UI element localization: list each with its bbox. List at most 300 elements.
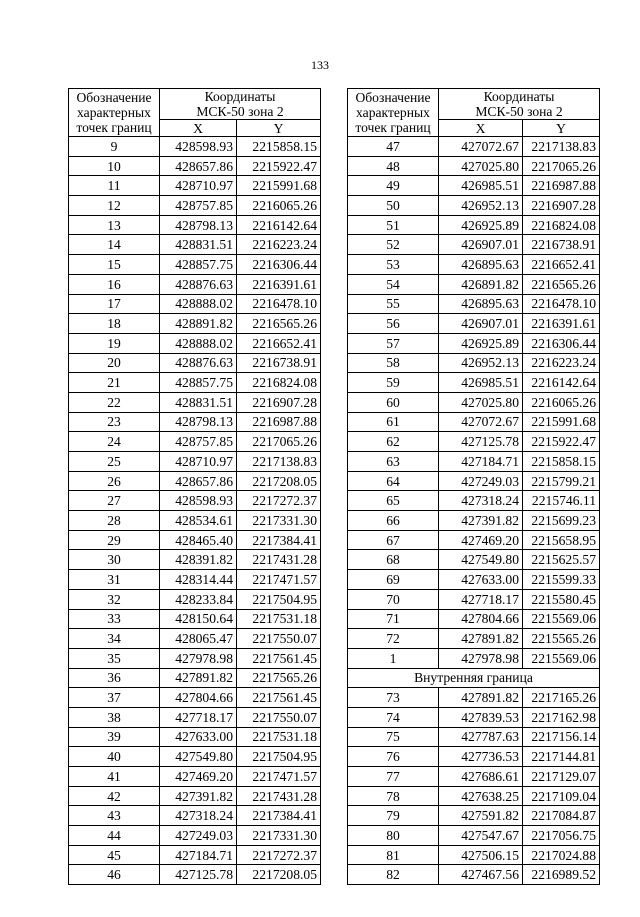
table-row	[348, 648, 600, 668]
coord-y: 2215991.68	[523, 412, 600, 432]
table-row	[69, 215, 321, 235]
section-label: Внутренняя граница	[348, 668, 600, 688]
coord-x: 427469.20	[160, 767, 237, 787]
table-row	[348, 550, 600, 570]
coord-y: 2217331.30	[237, 511, 321, 531]
coord-y: 2217162.98	[523, 707, 600, 727]
point-number: 12	[69, 196, 160, 216]
coord-y: 2217471.57	[237, 570, 321, 590]
coord-x: 428710.97	[160, 452, 237, 472]
table-row	[348, 747, 600, 767]
coord-x: 428891.82	[160, 314, 237, 334]
table-row	[348, 235, 600, 255]
coord-y: 2217565.26	[237, 668, 321, 688]
table-row	[348, 570, 600, 590]
table-row	[348, 137, 600, 157]
coord-x: 428831.51	[160, 235, 237, 255]
coord-y: 2217272.37	[237, 845, 321, 865]
header-point-label: Обозначение характерных точек границ	[69, 89, 160, 137]
point-number: 24	[69, 432, 160, 452]
coord-x: 428876.63	[160, 274, 237, 294]
coord-x: 426925.89	[439, 333, 523, 353]
point-number: 45	[69, 845, 160, 865]
point-number: 49	[348, 176, 439, 196]
point-number: 37	[69, 688, 160, 708]
coord-y: 2215991.68	[237, 176, 321, 196]
table-row	[69, 707, 321, 727]
point-number: 29	[69, 530, 160, 550]
table-row	[69, 826, 321, 846]
point-number: 69	[348, 570, 439, 590]
coord-y: 2216065.26	[523, 392, 600, 412]
coord-x: 427549.80	[439, 550, 523, 570]
coord-x: 427025.80	[439, 392, 523, 412]
coord-x: 427469.20	[439, 530, 523, 550]
coord-y: 2216987.88	[523, 176, 600, 196]
point-number: 16	[69, 274, 160, 294]
header-coords-label: Координаты МСК-50 зона 2	[439, 89, 600, 120]
point-number: 34	[69, 629, 160, 649]
coord-y: 2215922.47	[237, 156, 321, 176]
coord-y: 2215599.33	[523, 570, 600, 590]
point-number: 46	[69, 865, 160, 885]
coord-y: 2215580.45	[523, 589, 600, 609]
coord-x: 427891.82	[160, 668, 237, 688]
point-number: 55	[348, 294, 439, 314]
table-row	[69, 294, 321, 314]
table-row	[348, 589, 600, 609]
coord-x: 427249.03	[160, 826, 237, 846]
coordinates-table-right	[347, 88, 600, 885]
point-number: 66	[348, 511, 439, 531]
point-number: 50	[348, 196, 439, 216]
coord-x: 427072.67	[439, 137, 523, 157]
coord-y: 2217065.26	[523, 156, 600, 176]
coord-y: 2217471.57	[237, 767, 321, 787]
table-row	[348, 196, 600, 216]
point-number: 38	[69, 707, 160, 727]
point-number: 18	[69, 314, 160, 334]
coord-y: 2217065.26	[237, 432, 321, 452]
table-row	[69, 137, 321, 157]
table-row	[348, 353, 600, 373]
coord-y: 2217165.26	[523, 688, 600, 708]
coord-x: 427978.98	[160, 648, 237, 668]
coord-y: 2216824.08	[523, 215, 600, 235]
coord-y: 2217550.07	[237, 707, 321, 727]
point-number: 62	[348, 432, 439, 452]
coord-y: 2215858.15	[523, 452, 600, 472]
table-row	[348, 786, 600, 806]
table-row	[69, 589, 321, 609]
coord-y: 2216065.26	[237, 196, 321, 216]
coord-x: 427633.00	[160, 727, 237, 747]
coord-y: 2217084.87	[523, 806, 600, 826]
coord-y: 2216142.64	[237, 215, 321, 235]
table-row	[348, 609, 600, 629]
table-row	[69, 432, 321, 452]
header-y: Y	[237, 120, 321, 137]
coord-x: 428598.93	[160, 137, 237, 157]
coord-y: 2217331.30	[237, 826, 321, 846]
coord-y: 2215569.06	[523, 648, 600, 668]
table-row	[348, 176, 600, 196]
coord-x: 427467.56	[439, 865, 523, 885]
coordinates-table-left	[68, 88, 321, 885]
point-number: 54	[348, 274, 439, 294]
table-row	[69, 353, 321, 373]
coord-y: 2216738.91	[523, 235, 600, 255]
table-row	[69, 530, 321, 550]
coord-x: 428757.85	[160, 196, 237, 216]
table-row	[69, 727, 321, 747]
point-number: 65	[348, 491, 439, 511]
coord-y: 2217431.28	[237, 550, 321, 570]
coord-x: 428888.02	[160, 294, 237, 314]
point-number: 73	[348, 688, 439, 708]
point-number: 40	[69, 747, 160, 767]
coord-y: 2216652.41	[237, 333, 321, 353]
coord-y: 2217531.18	[237, 727, 321, 747]
point-number: 32	[69, 589, 160, 609]
table-row	[69, 491, 321, 511]
table-row	[69, 176, 321, 196]
point-number: 43	[69, 806, 160, 826]
coord-x: 427891.82	[439, 629, 523, 649]
point-number: 22	[69, 392, 160, 412]
coord-y: 2217208.05	[237, 865, 321, 885]
table-row	[69, 668, 321, 688]
coord-x: 427547.67	[439, 826, 523, 846]
coord-x: 427686.61	[439, 767, 523, 787]
table-row	[348, 274, 600, 294]
header-x: X	[439, 120, 523, 137]
coord-y: 2215699.23	[523, 511, 600, 531]
table-row	[69, 452, 321, 472]
table-row	[69, 255, 321, 275]
point-number: 28	[69, 511, 160, 531]
table-row	[348, 294, 600, 314]
coord-x: 427391.82	[160, 786, 237, 806]
coord-y: 2217138.83	[523, 137, 600, 157]
coord-x: 427249.03	[439, 471, 523, 491]
point-number: 72	[348, 629, 439, 649]
table-row	[69, 865, 321, 885]
table-row	[348, 530, 600, 550]
coord-x: 427787.63	[439, 727, 523, 747]
coord-x: 428888.02	[160, 333, 237, 353]
coord-y: 2216306.44	[237, 255, 321, 275]
table-row	[69, 471, 321, 491]
table-row	[69, 629, 321, 649]
coord-y: 2216907.28	[523, 196, 600, 216]
coord-x: 427506.15	[439, 845, 523, 865]
section-row	[348, 668, 600, 688]
coord-y: 2216738.91	[237, 353, 321, 373]
table-row	[69, 412, 321, 432]
table-row	[348, 511, 600, 531]
coord-y: 2215746.11	[523, 491, 600, 511]
coord-y: 2217272.37	[237, 491, 321, 511]
table-row	[69, 845, 321, 865]
table-row	[69, 786, 321, 806]
coord-y: 2217531.18	[237, 609, 321, 629]
point-number: 68	[348, 550, 439, 570]
table-row	[69, 333, 321, 353]
coord-y: 2215625.57	[523, 550, 600, 570]
point-number: 75	[348, 727, 439, 747]
point-number: 15	[69, 255, 160, 275]
coord-y: 2216824.08	[237, 373, 321, 393]
page-number: 133	[311, 58, 329, 72]
coord-y: 2217561.45	[237, 648, 321, 668]
table-row	[348, 727, 600, 747]
coord-y: 2216142.64	[523, 373, 600, 393]
table-row	[69, 314, 321, 334]
coord-x: 427125.78	[160, 865, 237, 885]
table-row	[69, 274, 321, 294]
header-point-label: Обозначение характерных точек границ	[348, 89, 439, 137]
coord-y: 2217384.41	[237, 806, 321, 826]
table-row	[69, 570, 321, 590]
table-row	[69, 235, 321, 255]
coord-y: 2216223.24	[523, 353, 600, 373]
coord-y: 2216478.10	[523, 294, 600, 314]
table-row	[69, 806, 321, 826]
point-number: 77	[348, 767, 439, 787]
point-number: 76	[348, 747, 439, 767]
table-row	[348, 865, 600, 885]
point-number: 33	[69, 609, 160, 629]
coord-x: 426895.63	[439, 255, 523, 275]
point-number: 70	[348, 589, 439, 609]
point-number: 67	[348, 530, 439, 550]
coord-y: 2216391.61	[523, 314, 600, 334]
coord-x: 427839.53	[439, 707, 523, 727]
coord-x: 426907.01	[439, 314, 523, 334]
table-row	[348, 392, 600, 412]
coord-x: 427549.80	[160, 747, 237, 767]
coord-y: 2215658.95	[523, 530, 600, 550]
point-number: 14	[69, 235, 160, 255]
point-number: 59	[348, 373, 439, 393]
coord-x: 427591.82	[439, 806, 523, 826]
coord-x: 427718.17	[160, 707, 237, 727]
point-number: 63	[348, 452, 439, 472]
point-number: 74	[348, 707, 439, 727]
table-row	[348, 471, 600, 491]
coord-x: 428757.85	[160, 432, 237, 452]
coord-y: 2216306.44	[523, 333, 600, 353]
coord-x: 427125.78	[439, 432, 523, 452]
point-number: 36	[69, 668, 160, 688]
coord-y: 2216391.61	[237, 274, 321, 294]
coord-x: 427638.25	[439, 786, 523, 806]
coord-y: 2217550.07	[237, 629, 321, 649]
coord-x: 426907.01	[439, 235, 523, 255]
table-row	[69, 196, 321, 216]
coord-x: 427633.00	[439, 570, 523, 590]
coord-y: 2217109.04	[523, 786, 600, 806]
coord-x: 427318.24	[439, 491, 523, 511]
table-row	[348, 215, 600, 235]
coord-x: 426952.13	[439, 353, 523, 373]
point-number: 11	[69, 176, 160, 196]
coord-x: 428657.86	[160, 471, 237, 491]
point-number: 58	[348, 353, 439, 373]
point-number: 41	[69, 767, 160, 787]
point-number: 56	[348, 314, 439, 334]
coord-x: 427736.53	[439, 747, 523, 767]
coord-x: 427978.98	[439, 648, 523, 668]
point-number: 42	[69, 786, 160, 806]
point-number: 1	[348, 648, 439, 668]
coord-y: 2216987.88	[237, 412, 321, 432]
coord-x: 428598.93	[160, 491, 237, 511]
point-number: 13	[69, 215, 160, 235]
table-row	[348, 333, 600, 353]
coord-y: 2216652.41	[523, 255, 600, 275]
table-row	[69, 511, 321, 531]
coord-x: 428465.40	[160, 530, 237, 550]
coord-y: 2217156.14	[523, 727, 600, 747]
table-row	[69, 373, 321, 393]
coord-x: 428798.13	[160, 412, 237, 432]
table-row	[69, 609, 321, 629]
point-number: 26	[69, 471, 160, 491]
table-row	[348, 491, 600, 511]
table-row	[348, 767, 600, 787]
table-row	[348, 432, 600, 452]
point-number: 57	[348, 333, 439, 353]
point-number: 44	[69, 826, 160, 846]
point-number: 81	[348, 845, 439, 865]
header-coords-label: Координаты МСК-50 зона 2	[160, 89, 321, 120]
point-number: 17	[69, 294, 160, 314]
table-row	[348, 707, 600, 727]
point-number: 52	[348, 235, 439, 255]
coord-x: 428857.75	[160, 373, 237, 393]
point-number: 9	[69, 137, 160, 157]
table-row	[348, 314, 600, 334]
coord-x: 426952.13	[439, 196, 523, 216]
coord-x: 427025.80	[439, 156, 523, 176]
table-row	[348, 806, 600, 826]
coord-y: 2215569.06	[523, 609, 600, 629]
table-row	[69, 767, 321, 787]
table-row	[348, 845, 600, 865]
point-number: 35	[69, 648, 160, 668]
coord-x: 427184.71	[160, 845, 237, 865]
coord-x: 428391.82	[160, 550, 237, 570]
table-row	[69, 747, 321, 767]
point-number: 78	[348, 786, 439, 806]
point-number: 30	[69, 550, 160, 570]
coord-x: 427718.17	[439, 589, 523, 609]
coord-y: 2215565.26	[523, 629, 600, 649]
table-row	[69, 648, 321, 668]
header-y: Y	[523, 120, 600, 137]
point-number: 23	[69, 412, 160, 432]
coord-y: 2217056.75	[523, 826, 600, 846]
point-number: 25	[69, 452, 160, 472]
point-number: 47	[348, 137, 439, 157]
point-number: 51	[348, 215, 439, 235]
point-number: 64	[348, 471, 439, 491]
table-row	[348, 373, 600, 393]
coord-y: 2216478.10	[237, 294, 321, 314]
table-row	[69, 688, 321, 708]
coord-x: 428065.47	[160, 629, 237, 649]
coord-x: 428710.97	[160, 176, 237, 196]
coord-x: 428876.63	[160, 353, 237, 373]
point-number: 39	[69, 727, 160, 747]
coord-y: 2215799.21	[523, 471, 600, 491]
coord-y: 2216907.28	[237, 392, 321, 412]
point-number: 10	[69, 156, 160, 176]
table-row	[348, 826, 600, 846]
coord-x: 427804.66	[160, 688, 237, 708]
coord-y: 2216989.52	[523, 865, 600, 885]
point-number: 48	[348, 156, 439, 176]
coord-x: 426985.51	[439, 373, 523, 393]
point-number: 82	[348, 865, 439, 885]
coord-x: 426891.82	[439, 274, 523, 294]
coord-x: 428857.75	[160, 255, 237, 275]
point-number: 80	[348, 826, 439, 846]
coord-y: 2217431.28	[237, 786, 321, 806]
coord-x: 426895.63	[439, 294, 523, 314]
coord-y: 2217504.95	[237, 747, 321, 767]
coord-x: 428798.13	[160, 215, 237, 235]
coord-x: 428233.84	[160, 589, 237, 609]
coord-y: 2217561.45	[237, 688, 321, 708]
header-row	[348, 89, 600, 120]
coord-x: 428314.44	[160, 570, 237, 590]
point-number: 31	[69, 570, 160, 590]
coord-x: 428831.51	[160, 392, 237, 412]
header-row	[69, 89, 321, 120]
coord-x: 427891.82	[439, 688, 523, 708]
header-x: X	[160, 120, 237, 137]
coord-y: 2216565.26	[237, 314, 321, 334]
point-number: 60	[348, 392, 439, 412]
table-row	[69, 392, 321, 412]
coord-y: 2217024.88	[523, 845, 600, 865]
point-number: 27	[69, 491, 160, 511]
coord-y: 2216565.26	[523, 274, 600, 294]
coord-y: 2217504.95	[237, 589, 321, 609]
coord-x: 428657.86	[160, 156, 237, 176]
coord-y: 2215922.47	[523, 432, 600, 452]
table-row	[348, 452, 600, 472]
coord-x: 427804.66	[439, 609, 523, 629]
coord-x: 426985.51	[439, 176, 523, 196]
coord-x: 427072.67	[439, 412, 523, 432]
table-row	[348, 255, 600, 275]
coord-y: 2217208.05	[237, 471, 321, 491]
table-row	[348, 688, 600, 708]
point-number: 61	[348, 412, 439, 432]
coord-x: 427391.82	[439, 511, 523, 531]
table-row	[69, 156, 321, 176]
coord-x: 428150.64	[160, 609, 237, 629]
point-number: 21	[69, 373, 160, 393]
coord-y: 2217144.81	[523, 747, 600, 767]
coord-x: 427184.71	[439, 452, 523, 472]
coord-y: 2217129.07	[523, 767, 600, 787]
point-number: 53	[348, 255, 439, 275]
